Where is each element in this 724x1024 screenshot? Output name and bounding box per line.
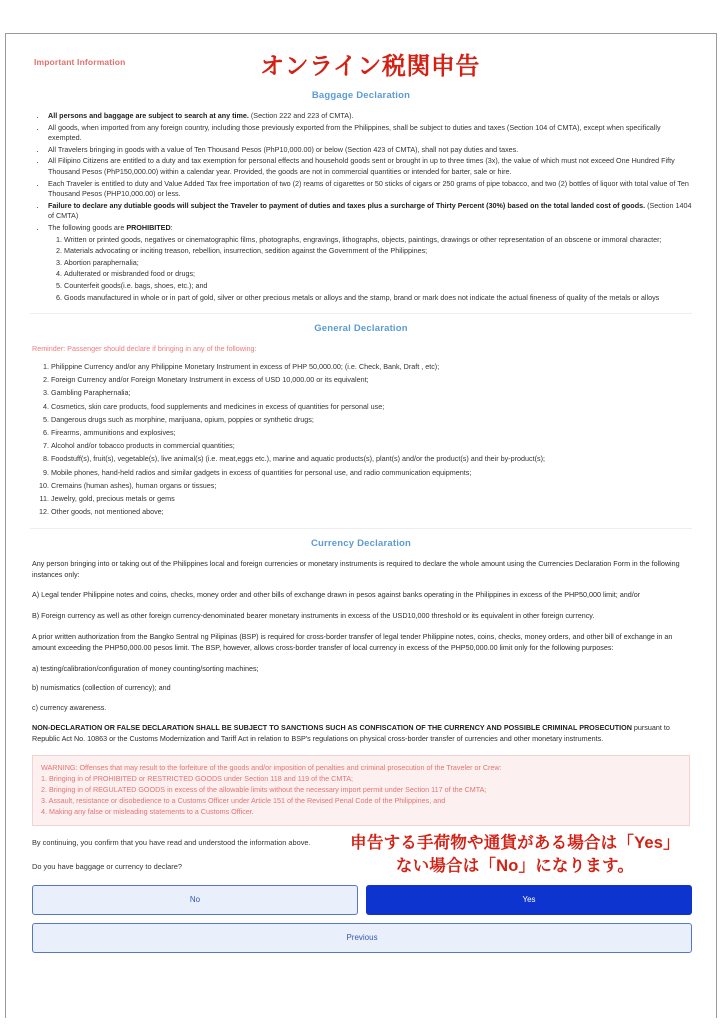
general-reminder: Reminder: Passenger should declare if bringing in any of the following: xyxy=(32,344,257,354)
non-declaration-bold: NON-DECLARATION OR FALSE DECLARATION SHALL BE SUBJECT TO SANCTIONS SUCH AS CONFISCATION OF THE CURRENCY AND POSSIBLE CRIMINAL PROSECUTION xyxy=(32,722,632,732)
general-declaration-item: 7. Alcohol and/or tobacco products in commercial quantities; xyxy=(51,441,692,452)
warning-box xyxy=(32,755,690,826)
page-header xyxy=(30,46,692,88)
general-declaration-item: 10. Cremains (human ashes), human organs or tissues; xyxy=(51,481,692,492)
jp-instruction-note xyxy=(340,832,690,878)
warning-item: 1. Bringing in of PROHIBITED or RESTRICTED GOODS under Section 118 and 119 of the CMTA; xyxy=(41,773,353,783)
general-declaration-item: 9. Mobile phones, hand-held radios and similar gadgets in excess of quantities for personal use, and radio communication equipments; xyxy=(51,468,692,479)
jp-instruction-line-1: 申告する手荷物や通貨がある場合は「Yes」 xyxy=(350,833,680,852)
general-declaration-item: 2. Foreign Currency and/or Foreign Monetary Instrument in excess of USD 10,000.00 or its equivalent; xyxy=(51,375,692,386)
previous-button[interactable]: Previous xyxy=(32,923,692,953)
prohibited-goods-item: 4. Adulterated or misbranded food or drugs; xyxy=(64,269,692,280)
prohibited-goods-list xyxy=(48,235,692,304)
baggage-bullet-text: All Travelers bringing in goods with a value of Ten Thousand Pesos (PhP10,000.00) or below (Section 423 of CMTA), shall not pay duties and taxes. xyxy=(48,144,519,154)
general-declaration-item: 11. Jewelry, gold, precious metals or gems xyxy=(51,494,692,505)
currency-para-a: A) Legal tender Philippine notes and coins, checks, money order and other bills of exchange drawn in pesos against banks operating in the Philippines in excess of the PHP50,000 limit; and/or xyxy=(32,590,641,600)
general-declaration-item: 1. Philippine Currency and/or any Philippine Monetary Instrument in excess of PHP 50,000.00; (i.e. Check, Bank, Draft , etc); xyxy=(51,362,692,373)
prohibited-keyword: PROHIBITED xyxy=(126,222,171,232)
baggage-bullet-text: All goods, when imported from any foreign country, including those previously exported from the Philippines, shall be subject to duties and taxes (Section 104 of CMTA), except when specifically exempted. xyxy=(48,122,661,143)
baggage-bullet-item xyxy=(46,201,692,222)
baggage-bullet-text: (Section 1404 of CMTA) xyxy=(48,200,692,221)
section-title-general: General Declaration xyxy=(314,323,408,335)
important-information-label: Important Information xyxy=(34,57,126,67)
page-title: オンライン税関申告 xyxy=(260,53,480,80)
general-declaration-item: 6. Firearms, ammunitions and explosives; xyxy=(51,428,692,439)
declare-question: Do you have baggage or currency to declare? xyxy=(32,861,182,871)
prohibited-goods-item: 2. Materials advocating or inciting treason, rebellion, insurrection, sedition against the Government of the Philippines; xyxy=(64,246,692,257)
general-declaration-item: 5. Dangerous drugs such as morphine, marijuana, opium, poppies or synthetic drugs; xyxy=(51,415,692,426)
baggage-bullet-list xyxy=(30,111,692,303)
baggage-bullet-item xyxy=(46,145,692,156)
answer-button-row xyxy=(32,885,692,915)
baggage-bullet-bold: All persons and baggage are subject to search at any time. xyxy=(48,111,249,120)
general-declaration-item: 12. Other goods, not mentioned above; xyxy=(51,507,692,518)
non-declaration-notice xyxy=(32,723,692,745)
general-declaration-item: 8. Foodstuff(s), fruit(s), vegetable(s), live animal(s) (i.e. meat,eggs etc.), marine and aquatic products(s), plant(s) and/or the product(s) and their by-product(s); xyxy=(51,454,692,465)
warning-item: 4. Making any false or misleading statements to a Customs Officer. xyxy=(41,807,254,817)
declaration-page xyxy=(5,33,717,1018)
general-declaration-item: 4. Cosmetics, skin care products, food supplements and medicines in excess of quantities for personal use; xyxy=(51,402,692,413)
prohibited-goods-item: 1. Written or printed goods, negatives or cinematographic films, photographs, engravings, lithographs, objects, paintings, drawings or other representation of an obscene or immoral character; xyxy=(64,235,692,246)
currency-intro: Any person bringing into or taking out of the Philippines local and foreign currencies or monetary instruments is required to declare the whole amount using the Currencies Declaration Form in the following instances only: xyxy=(32,558,680,579)
non-declaration-rest: pursuant to Republic Act No. 10863 or the Customs Modernization and Tariff Act in relation to BSP's regulations on physical cross-border transfer of currencies and other monetary instruments. xyxy=(32,722,670,743)
prohibited-goods-item: 5. Counterfeit goods(i.e. bags, shoes, etc.); and xyxy=(64,281,692,292)
baggage-bullet-item xyxy=(46,123,692,144)
baggage-bullet-item xyxy=(46,111,692,122)
baggage-bullet-text: All Filipino Citizens are entitled to a duty and tax exemption for personal effects and household goods sent or brought in up to three times (3x), the value of which must not exceed One Hundred Fifty Thousand Pesos (PhP150,000.00) within a calendar year. Provided, the goods are not in commercial quantities or intended for barter, sale or hire. xyxy=(48,156,675,176)
section-title-baggage: Baggage Declaration xyxy=(311,90,411,101)
warning-lead: WARNING: Offenses that may result to the forfeiture of the goods and/or imposition of penalties and criminal prosecution of the Traveler or Crew: xyxy=(41,762,502,772)
baggage-bullet-text: Each Traveler is entitled to duty and Value Added Tax free importation of two (2) reams of cigarettes or 50 sticks of cigars or 250 grams of pipe tobacco, and two (2) bottles of liquor with total value of Ten Thousand Pesos (PHP10,000.00) or less. xyxy=(48,178,689,199)
divider-currency xyxy=(30,528,692,529)
baggage-bullet-text: (Section 222 and 223 of CMTA). xyxy=(248,111,354,120)
warning-item: 3. Assault, resistance or disobedience to a Customs Officer under Article 151 of the Revised Penal Code of the Philippines, and xyxy=(41,796,446,806)
currency-para-b: B) Foreign currency as well as other foreign currency-denominated bearer monetary instruments in excess of the USD10,000 threshold or its equivalent in other foreign currency. xyxy=(32,611,595,621)
currency-purpose-a: a) testing/calibration/configuration of money counting/sorting machines; xyxy=(32,663,259,673)
general-declaration-item: 3. Gambling Paraphernalia; xyxy=(51,388,692,399)
prohibited-goods-bullet xyxy=(46,223,692,303)
confirm-text: By continuing, you confirm that you have read and understood the information above. xyxy=(32,837,311,847)
jp-instruction-line-2: ない場合は「No」になります。 xyxy=(395,856,635,875)
prohibited-goods-item: 3. Abortion paraphernalia; xyxy=(64,258,692,269)
currency-purpose-c: c) currency awareness. xyxy=(32,703,107,713)
section-title-currency: Currency Declaration xyxy=(310,537,412,549)
no-button[interactable]: No xyxy=(32,885,358,915)
general-declaration-list xyxy=(30,362,692,518)
baggage-bullet-bold: Failure to declare any dutiable goods will subject the Traveler to payment of duties and taxes plus a surcharge of Thirty Percent (30%) based on the total landed cost of goods. xyxy=(48,200,646,210)
baggage-bullet-item xyxy=(46,156,692,177)
yes-button[interactable]: Yes xyxy=(366,885,692,915)
warning-item: 2. Bringing in of REGULATED GOODS in excess of the allowable limits without the necessary import permit under Section 117 of the CMTA; xyxy=(41,784,487,794)
divider-general xyxy=(30,313,692,314)
currency-purpose-b: b) numismatics (collection of currency); and xyxy=(32,683,171,693)
prohibited-lead: The following goods are xyxy=(48,222,127,232)
prohibited-goods-item: 6. Goods manufactured in whole or in part of gold, silver or other precious metals or alloys and the stamp, brand or mark does not indicate the actual fineness of quality of the metals or alloys xyxy=(64,293,692,304)
prohibited-lead-suffix: : xyxy=(170,222,173,232)
currency-para-bsp: A prior written authorization from the Bangko Sentral ng Pilipinas (BSP) is required for cross-border transfer of legal tender Philippine notes, coins, checks, money orders, and other bill of exchange in an amount exceeding the PHP50,000.00 pesos limit. The BSP, however, allows cross-border transfer of local currency in excess of the PHP50,000.00 limit only for the following purposes: xyxy=(32,631,673,652)
baggage-bullet-item xyxy=(46,179,692,200)
footer-section xyxy=(30,833,692,953)
